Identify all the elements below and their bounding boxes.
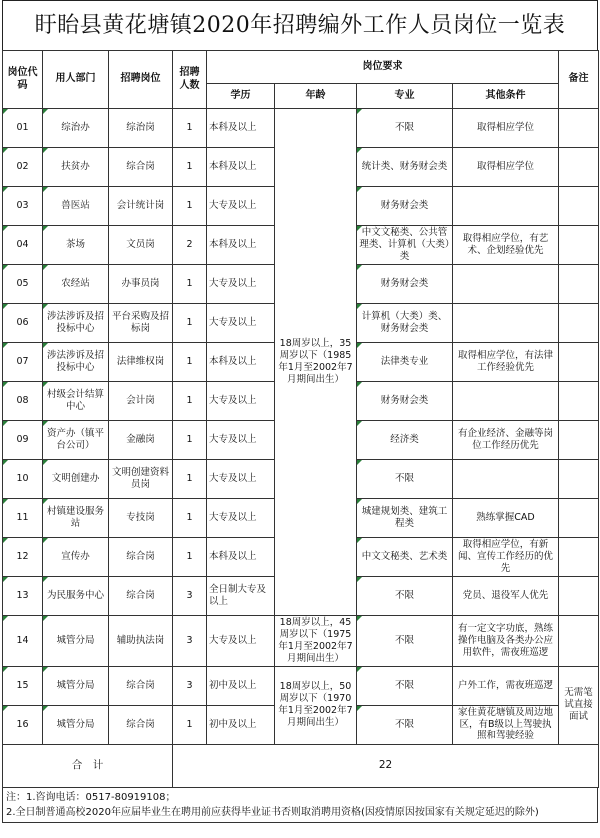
cell-count: 1 [173,109,207,148]
cell-age-group-c: 18周岁以上，50周岁以下（1970年1月至2002年7月期间出生） [275,666,357,744]
cell-post: 平台采购及招标岗 [109,304,173,343]
cell-education: 大专及以上 [207,382,275,421]
cell-education: 全日制大专及以上 [207,577,275,616]
cell-remark [559,148,599,187]
cell-code: 02 [3,148,43,187]
header-requirements: 岗位要求 [207,51,559,84]
cell-other [453,304,559,343]
cell-remark [559,265,599,304]
cell-major: 不限 [357,460,453,499]
cell-count: 1 [173,538,207,577]
cell-major: 中文文秘类、公共管理类、计算机（大类）类 [357,226,453,265]
header-education: 学历 [207,84,275,109]
cell-other [453,382,559,421]
cell-code: 15 [3,666,43,705]
cell-remark [559,421,599,460]
cell-other [453,187,559,226]
cell-education: 大专及以上 [207,616,275,667]
cell-remark [559,616,599,667]
cell-dept: 为民服务中心 [43,577,109,616]
cell-education: 本科及以上 [207,226,275,265]
cell-post: 综合岗 [109,577,173,616]
cell-other: 取得相应学位 [453,148,559,187]
table-row [3,616,599,667]
cell-major: 中文文秘类、艺术类 [357,538,453,577]
cell-count: 1 [173,343,207,382]
cell-education: 大专及以上 [207,187,275,226]
cell-post: 综治岗 [109,109,173,148]
cell-count: 1 [173,265,207,304]
cell-post: 辅助执法岗 [109,616,173,667]
cell-remark [559,343,599,382]
cell-education: 大专及以上 [207,499,275,538]
cell-code: 16 [3,705,43,744]
cell-code: 12 [3,538,43,577]
cell-education: 大专及以上 [207,460,275,499]
cell-post: 综合岗 [109,148,173,187]
cell-remark [559,460,599,499]
cell-count: 1 [173,304,207,343]
cell-code: 09 [3,421,43,460]
header-count: 招聘人数 [173,51,207,109]
cell-dept: 涉法涉诉及招投标中心 [43,304,109,343]
cell-code: 06 [3,304,43,343]
cell-major: 计算机（大类）类、财务财会类 [357,304,453,343]
cell-age-group-a: 18周岁以上，35周岁以下（1985年1月至2002年7月期间出生） [275,109,357,616]
cell-count: 1 [173,382,207,421]
cell-dept: 农经站 [43,265,109,304]
cell-education: 大专及以上 [207,304,275,343]
page-title: 盱眙县黄花塘镇2020年招聘编外工作人员岗位一览表 [2,0,598,50]
cell-dept: 涉法涉诉及招投标中心 [43,343,109,382]
cell-remark [559,499,599,538]
cell-post: 金融岗 [109,421,173,460]
note-line: 2.全日制普通高校2020年应届毕业生在聘用前应获得毕业证书否则取消聘用资格(因疫情原因按国家有关规定延迟的除外) [6,806,539,818]
cell-code: 14 [3,616,43,667]
cell-other: 党员、退役军人优先 [453,577,559,616]
cell-dept: 兽医站 [43,187,109,226]
cell-dept: 扶贫办 [43,148,109,187]
cell-count: 2 [173,226,207,265]
cell-count: 1 [173,187,207,226]
notes [2,788,598,823]
cell-post: 法律维权岗 [109,343,173,382]
cell-major: 经济类 [357,421,453,460]
cell-count: 3 [173,666,207,705]
cell-dept: 城管分局 [43,666,109,705]
note-line: 注：1.咨询电话：0517-80919108； [6,791,176,803]
header-major: 专业 [357,84,453,109]
cell-dept: 文明创建办 [43,460,109,499]
cell-dept: 城管分局 [43,616,109,667]
cell-dept: 城管分局 [43,705,109,744]
cell-code: 03 [3,187,43,226]
cell-major: 财务财会类 [357,382,453,421]
cell-code: 01 [3,109,43,148]
cell-code: 07 [3,343,43,382]
header-dept: 用人部门 [43,51,109,109]
header-other: 其他条件 [453,84,559,109]
cell-major: 不限 [357,705,453,744]
cell-age-group-b: 18周岁以上，45周岁以下（1975年1月至2002年7月期间出生） [275,616,357,667]
cell-other: 有企业经济、金融等岗位工作经历优先 [453,421,559,460]
cell-major: 不限 [357,577,453,616]
header-post: 招聘岗位 [109,51,173,109]
total-row [3,744,599,787]
positions-table [2,50,599,788]
cell-education: 本科及以上 [207,148,275,187]
cell-post: 文明创建资料员岗 [109,460,173,499]
cell-post: 综合岗 [109,705,173,744]
cell-count: 3 [173,577,207,616]
cell-post: 综合岗 [109,538,173,577]
cell-education: 初中及以上 [207,705,275,744]
cell-dept: 村镇建设服务站 [43,499,109,538]
cell-other: 家住黄花塘镇及周边地区，有B级以上驾驶执照和驾驶经验 [453,705,559,744]
total-label: 合 计 [3,744,173,787]
cell-education: 大专及以上 [207,421,275,460]
cell-major: 财务财会类 [357,187,453,226]
total-value: 22 [173,744,599,787]
cell-post: 综合岗 [109,666,173,705]
table-row [3,109,599,148]
cell-remark-merged: 无需笔试直接面试 [559,666,599,744]
cell-remark [559,382,599,421]
cell-remark [559,187,599,226]
cell-dept: 综治办 [43,109,109,148]
cell-education: 大专及以上 [207,265,275,304]
cell-other: 取得相应学位 [453,109,559,148]
cell-major: 不限 [357,666,453,705]
cell-count: 3 [173,616,207,667]
cell-code: 08 [3,382,43,421]
cell-code: 11 [3,499,43,538]
cell-post: 专技岗 [109,499,173,538]
cell-remark [559,577,599,616]
cell-dept: 宣传办 [43,538,109,577]
cell-other [453,265,559,304]
cell-count: 1 [173,460,207,499]
cell-education: 初中及以上 [207,666,275,705]
cell-count: 1 [173,421,207,460]
cell-major: 城建规划类、建筑工程类 [357,499,453,538]
cell-count: 1 [173,705,207,744]
cell-major: 不限 [357,616,453,667]
cell-other: 熟练掌握CAD [453,499,559,538]
cell-remark [559,538,599,577]
cell-other [453,460,559,499]
header-age: 年龄 [275,84,357,109]
cell-count: 1 [173,499,207,538]
cell-major: 统计类、财务财会类 [357,148,453,187]
cell-code: 10 [3,460,43,499]
cell-major: 财务财会类 [357,265,453,304]
cell-post: 文员岗 [109,226,173,265]
cell-remark [559,226,599,265]
cell-dept: 茶场 [43,226,109,265]
cell-post: 会计统计岗 [109,187,173,226]
cell-post: 办事员岗 [109,265,173,304]
cell-count: 1 [173,148,207,187]
cell-dept: 资产办（镇平台公司） [43,421,109,460]
header-code: 岗位代码 [3,51,43,109]
header-remark: 备注 [559,51,599,109]
table-row [3,666,599,705]
cell-education: 本科及以上 [207,109,275,148]
cell-education: 本科及以上 [207,538,275,577]
cell-other: 取得相应学位，有法律工作经验优先 [453,343,559,382]
cell-other: 户外工作，需夜班巡逻 [453,666,559,705]
cell-education: 本科及以上 [207,343,275,382]
cell-code: 13 [3,577,43,616]
cell-code: 05 [3,265,43,304]
cell-post: 会计岗 [109,382,173,421]
cell-other: 取得相应学位，有艺术、企划经验优先 [453,226,559,265]
cell-other: 取得相应学位，有新闻、宣传工作经历的优先 [453,538,559,577]
cell-remark [559,109,599,148]
cell-dept: 村级会计结算中心 [43,382,109,421]
cell-code: 04 [3,226,43,265]
cell-major: 法律类专业 [357,343,453,382]
cell-other: 有一定文字功底，熟练操作电脑及各类办公应用软件，需夜班巡逻 [453,616,559,667]
cell-remark [559,304,599,343]
cell-major: 不限 [357,109,453,148]
